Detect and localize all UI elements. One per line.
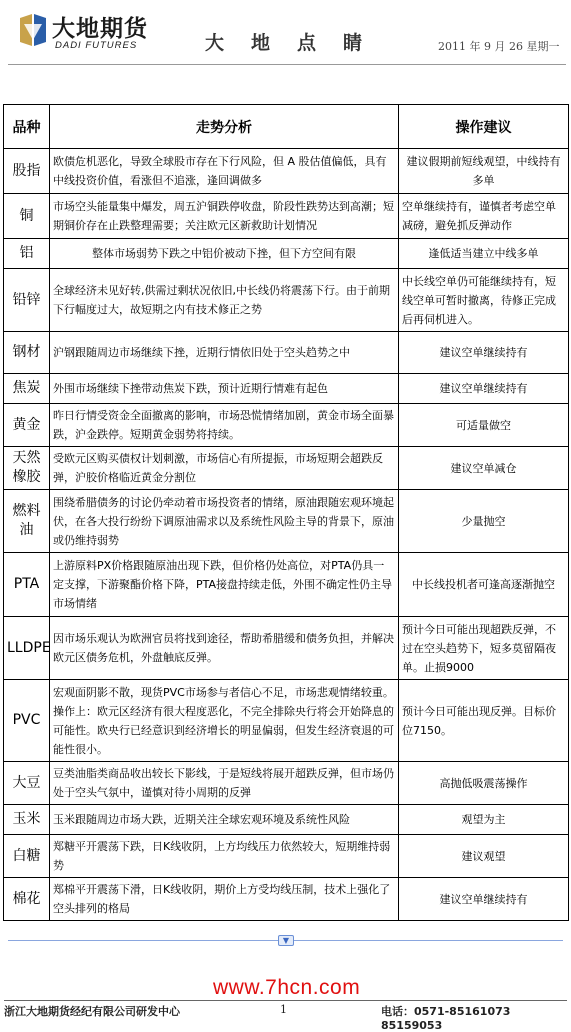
product-cell: 白糖 [4, 835, 50, 878]
advice-cell: 预计今日可能出现反弹。目标价位7150。 [399, 680, 569, 762]
advice-cell: 逢低适当建立中线多单 [399, 239, 569, 269]
table-header-row [4, 105, 569, 149]
header-product: 品种 [4, 105, 50, 149]
analysis-cell: 宏观面阴影不散，现货PVC市场参与者信心不足，市场悲观情绪较重。操作上：欧元区经济有很大程度恶化，不完全排除央行将会开始降息的可能性。欧央行已经意识到经济增长的明显偏弱，但发生经济衰退的可能性很小。 [50, 680, 399, 762]
advice-cell: 空单继续持有，谨慎者考虑空单减磅，避免抓反弹动作 [399, 194, 569, 239]
product-cell: 黄金 [4, 404, 50, 447]
table-row [4, 553, 569, 617]
analysis-cell: 围绕希腊债务的讨论仍牵动着市场投资者的情绪，原油跟随宏观环境起伏，在各大投行纷纷下调原油需求以及系统性风险主导的背景下，原油或仍维持弱势 [50, 490, 399, 553]
advice-cell: 建议空单减仓 [399, 447, 569, 490]
advice-cell: 可适量做空 [399, 404, 569, 447]
analysis-table [3, 104, 569, 921]
table-row [4, 332, 569, 374]
page-header [0, 0, 571, 68]
report-date: 2011 年 9 月 26 星期一 [438, 40, 560, 53]
header-analysis: 走势分析 [50, 105, 399, 149]
advice-cell: 建议假期前短线观望，中线持有多单 [399, 149, 569, 194]
product-cell: LLDPE [4, 617, 50, 680]
table-row [4, 239, 569, 269]
product-cell: PTA [4, 553, 50, 617]
analysis-cell: 昨日行情受资金全面撤离的影响，市场恐慌情绪加剧，黄金市场全面暴跌，沪金跌停。短期黄金弱势将持续。 [50, 404, 399, 447]
page-number: 1 [280, 1003, 287, 1016]
analysis-cell: 整体市场弱势下跌之中铝价被动下挫，但下方空间有限 [50, 239, 399, 269]
table-row [4, 269, 569, 332]
table-row [4, 617, 569, 680]
table-row [4, 762, 569, 805]
advice-cell: 建议观望 [399, 835, 569, 878]
advice-cell: 建议空单继续持有 [399, 374, 569, 404]
product-cell: 焦炭 [4, 374, 50, 404]
advice-cell: 建议空单继续持有 [399, 878, 569, 921]
footer-phone: 电话：0571-85161073 85159053 [381, 1005, 511, 1032]
advice-cell: 少量抛空 [399, 490, 569, 553]
table-row [4, 490, 569, 553]
product-cell: 铜 [4, 194, 50, 239]
analysis-cell: 豆类油脂类商品收出较长下影线，于是短线将展开超跌反弹，但市场仍处于空头气氛中，谨慎对待小周期的反弹 [50, 762, 399, 805]
analysis-cell: 全球经济未见好转,供需过剩状况依旧,中长线仍将震荡下行。由于前期下行幅度过大，故短期之内有技术修正之势 [50, 269, 399, 332]
website-watermark: www.7hcn.com [213, 976, 361, 999]
product-cell: 玉米 [4, 805, 50, 835]
product-cell: 钢材 [4, 332, 50, 374]
analysis-cell: 因市场乐观认为欧洲官员将找到途径，帮助希腊缓和债务负担，并解决欧元区债务危机，外盘触底反弹。 [50, 617, 399, 680]
table-row [4, 805, 569, 835]
analysis-cell: 受欧元区购买债权计划刺激，市场信心有所提振，市场短期会超跌反弹，沪胶价格临近黄金分割位 [50, 447, 399, 490]
product-cell: 大豆 [4, 762, 50, 805]
table-row [4, 194, 569, 239]
table-row [4, 374, 569, 404]
table-row [4, 878, 569, 921]
dadi-logo-icon [18, 12, 48, 50]
table-row [4, 447, 569, 490]
product-cell: 天然橡胶 [4, 447, 50, 490]
analysis-cell: 外围市场继续下挫带动焦炭下跌，预计近期行情难有起色 [50, 374, 399, 404]
advice-cell: 观望为主 [399, 805, 569, 835]
advice-cell: 高抛低吸震荡操作 [399, 762, 569, 805]
product-cell: 棉花 [4, 878, 50, 921]
product-cell: 铅锌 [4, 269, 50, 332]
footer-divider [4, 1000, 567, 1001]
table-row [4, 149, 569, 194]
advice-cell: 预计今日可能出现超跌反弹，不过在空头趋势下，短多莫留隔夜单。止损9000 [399, 617, 569, 680]
header-advice: 操作建议 [399, 105, 569, 149]
logo-chinese-name: 大地期货 [52, 16, 148, 42]
table-row [4, 680, 569, 762]
analysis-cell: 上游原料PX价格跟随原油出现下跌，但价格仍处高位，对PTA仍具一定支撑，下游聚酯价格下降，PTA接盘持续走低，外围不确定性仍主导市场情绪 [50, 553, 399, 617]
table-row [4, 835, 569, 878]
analysis-cell: 玉米跟随周边市场大跌，近期关注全球宏观环境及系统性风险 [50, 805, 399, 835]
product-cell: 燃料油 [4, 490, 50, 553]
product-cell: 铝 [4, 239, 50, 269]
header-divider [8, 64, 566, 65]
footer-company: 浙江大地期货经纪有限公司研发中心 [4, 1005, 180, 1018]
table-row [4, 404, 569, 447]
analysis-cell: 沪钢跟随周边市场继续下挫，近期行情依旧处于空头趋势之中 [50, 332, 399, 374]
report-title: 大地点睛 [205, 32, 390, 54]
page-break-handle-icon[interactable]: ▼ [278, 935, 294, 946]
analysis-cell: 欧债危机恶化，导致全球股市存在下行风险，但 A 股估值偏低，具有中线投资价值，看涨但不追涨，逢回调做多 [50, 149, 399, 194]
product-cell: PVC [4, 680, 50, 762]
advice-cell: 中长线空单仍可能继续持有，短线空单可暂时撤离，待修正完成后再伺机进入。 [399, 269, 569, 332]
product-cell: 股指 [4, 149, 50, 194]
advice-cell: 建议空单继续持有 [399, 332, 569, 374]
logo-english-name: DADI FUTURES [55, 40, 138, 51]
analysis-cell: 郑糖平开震荡下跌，日K线收阴，上方均线压力依然较大，短期维持弱势 [50, 835, 399, 878]
advice-cell: 中长线投机者可逢高逐渐抛空 [399, 553, 569, 617]
analysis-cell: 郑棉平开震荡下滑，日K线收阴，期价上方受均线压制，技术上强化了空头排列的格局 [50, 878, 399, 921]
analysis-cell: 市场空头能量集中爆发，周五沪铜跌停收盘，阶段性跌势达到高潮；短期铜价存在止跌整理需要；关注欧元区新救助计划情况 [50, 194, 399, 239]
